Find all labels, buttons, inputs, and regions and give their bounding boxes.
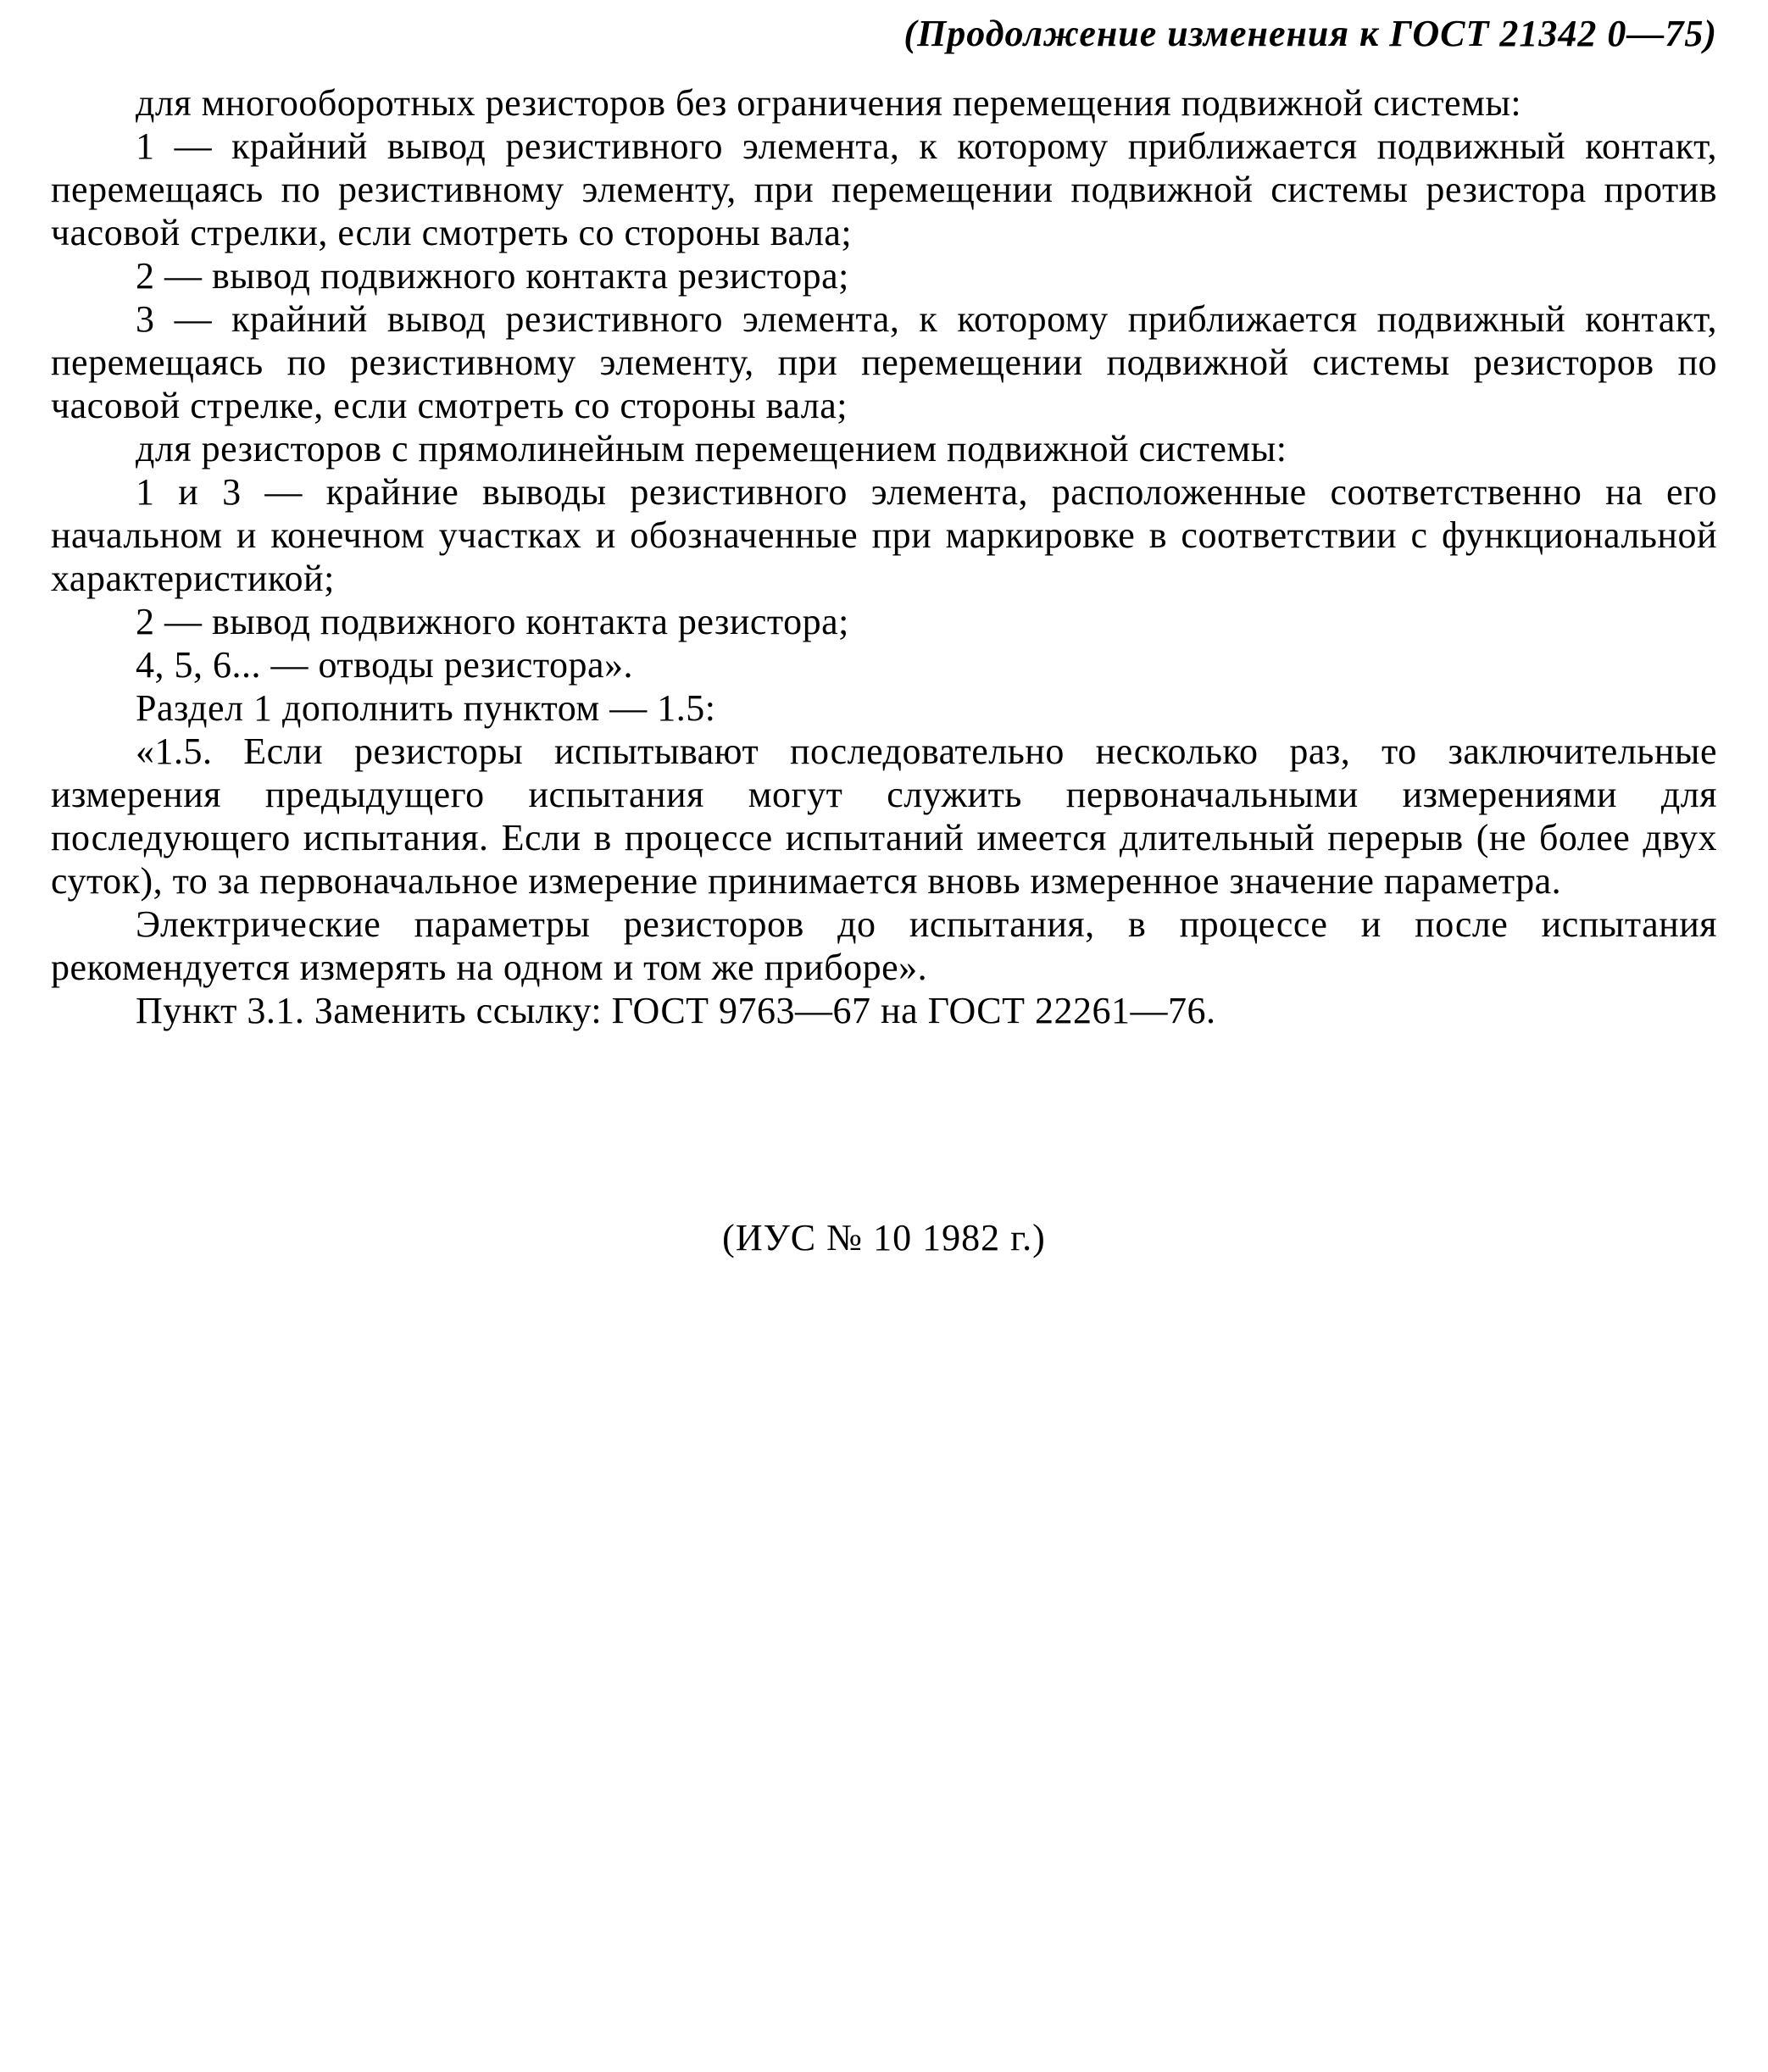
paragraph: 1 и 3 — крайние выводы резистивного элемента, расположенные соответственно на его начальном и конечном участках и обозначенные при маркировке в соответствии с функциональной характеристикой; [51,471,1717,599]
paragraph: для многооборотных резисторов без ограничения перемещения подвижной системы: [136,82,1522,124]
paragraph: 4, 5, 6... — отводы резистора». [136,644,634,686]
paragraph: 2 — вывод подвижного контакта резистора; [136,255,849,297]
source-reference: (ИУС № 10 1982 г.) [722,1217,1046,1258]
page-header: (Продолжение изменения к ГОСТ 21342 0—75) [903,13,1717,54]
paragraph: Электрические параметры резисторов до испытания, в процессе и после испытания рекомендуется измерять на одном и том же приборе». [51,903,1717,988]
document-body [51,81,1717,1032]
paragraph: Пункт 3.1. Заменить ссылку: ГОСТ 9763—67 на ГОСТ 22261—76. [136,990,1216,1031]
paragraph: Раздел 1 дополнить пунктом — 1.5: [136,687,716,729]
paragraph: 2 — вывод подвижного контакта резистора; [136,601,849,642]
paragraph: 1 — крайний вывод резистивного элемента, к которому приближается подвижный контакт, перемещаясь по резистивному элементу, при перемещении подвижной системы резистора против часовой стрелки, если смотреть со стороны вала; [51,125,1717,253]
paragraph: для резисторов с прямолинейным перемещением подвижной системы: [136,428,1287,469]
paragraph: «1.5. Если резисторы испытывают последовательно несколько раз, то заключительные измерения предыдущего испытания могут служить первоначальными измерениями для последующего испытания. Если в процессе испытаний имеется длительный перерыв (не более двух суток), то за первоначальное измерение принимается вновь измеренное значение параметра. [51,730,1717,902]
paragraph: 3 — крайний вывод резистивного элемента, к которому приближается подвижный контакт, перемещаясь по резистивному элементу, при перемещении подвижной системы резисторов по часовой стрелке, если смотреть со стороны вала; [51,298,1717,426]
